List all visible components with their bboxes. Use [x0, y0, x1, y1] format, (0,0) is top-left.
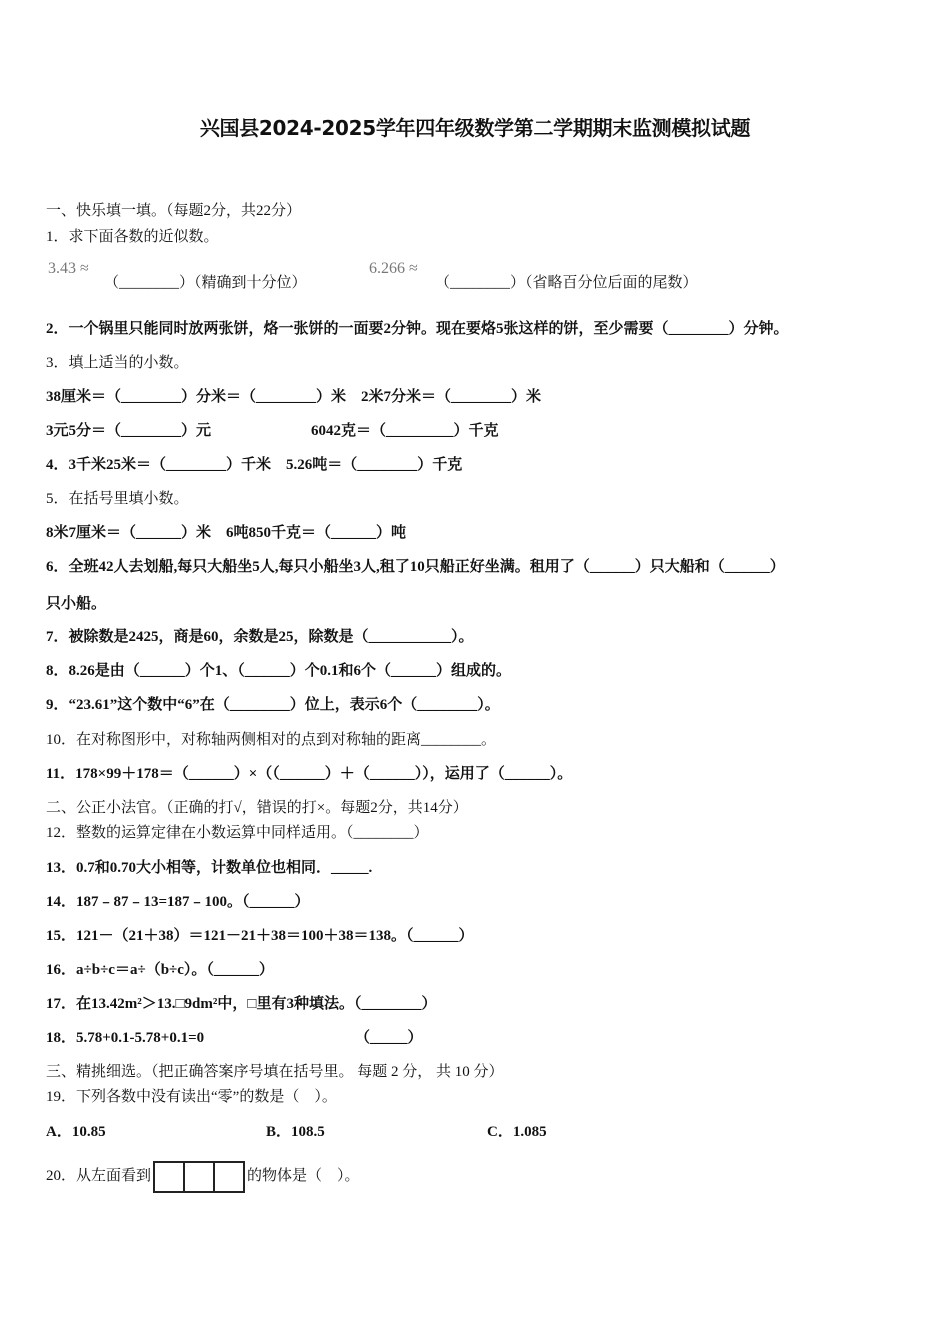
question-16: 16．a÷b÷c＝a÷（b÷c）。（______） [46, 962, 274, 978]
question-2: 2．一个锅里只能同时放两张饼，烙一张饼的一面要2分钟。现在要烙5张这样的饼，至少需要（________）分钟。 [46, 321, 789, 337]
question-5: 5．在括号里填小数。 [46, 491, 189, 507]
question-17: 17．在13.42m²＞13.□9dm²中，□里有3种填法。（________） [46, 996, 437, 1012]
question-4: 4．3千米25米＝（________）千米 5.26吨＝（________）千克 [46, 457, 463, 473]
question-1: 1．求下面各数的近似数。 [46, 229, 219, 245]
left-view-figure [153, 1160, 245, 1194]
question-8: 8．8.26是由（______）个1、（______）个0.1和6个（______）组成的。 [46, 663, 512, 679]
section-3-heading: 三、精挑细选。（把正确答案序号填在括号里。 每题 2 分， 共 10 分） [46, 1064, 504, 1080]
question-13: 13．0.7和0.70大小相等，计数单位也相同．_____. [46, 860, 373, 876]
question-19-option-c: C．1.085 [487, 1124, 547, 1140]
question-1a-number: 3.43 ≈ [48, 260, 89, 277]
question-14: 14．187﹣87﹣13=187﹣100。（______） [46, 894, 310, 910]
question-3b-part1: 3元5分＝（________）元 [46, 423, 212, 439]
question-3: 3．填上适当的小数。 [46, 355, 189, 371]
figure-square [183, 1161, 215, 1193]
figure-square [213, 1161, 245, 1193]
question-1b-number: 6.266 ≈ [369, 260, 418, 277]
page-title: 兴国县2024-2025学年四年级数学第二学期期末监测模拟试题 [199, 116, 751, 140]
question-18-statement: 18．5.78+0.1-5.78+0.1=0 [46, 1030, 205, 1046]
question-19-option-a: A．10.85 [46, 1124, 106, 1140]
question-19-option-b: B．108.5 [266, 1124, 325, 1140]
question-20-prefix: 20．从左面看到 [46, 1168, 152, 1184]
figure-square [153, 1161, 185, 1193]
question-20 [46, 1159, 360, 1194]
question-3a: 38厘米＝（________）分米＝（________）米 2米7分米＝（________）米 [46, 389, 542, 405]
question-6-line2: 只小船。 [46, 596, 107, 612]
question-7: 7．被除数是2425，商是60，余数是25，除数是（___________）。 [46, 629, 474, 645]
question-3b-part2: 6042克＝（_________）千克 [311, 423, 499, 439]
question-5a: 8米7厘米＝（______）米 6吨850千克＝（______）吨 [46, 525, 407, 541]
question-6-line1: 6．全班42人去划船,每只大船坐5人,每只小船坐3人,租了10只船正好坐满。租用了（______）只大船和（______） [46, 559, 785, 575]
question-18-blank: （_____） [355, 1030, 423, 1046]
question-12: 12．整数的运算定律在小数运算中同样适用。（________） [46, 825, 429, 841]
question-9: 9．“23.61”这个数中“6”在（________）位上，表示6个（________）。 [46, 697, 500, 713]
question-11: 11．178×99＋178＝（______）×（（______）＋（______）），运用了（______）。 [46, 766, 573, 782]
question-1b-blank: （________）（省略百分位后面的尾数） [435, 275, 698, 291]
question-15: 15．121－（21＋38）＝121－21＋38＝100＋38＝138。（______） [46, 928, 474, 944]
question-1a-blank: （________）（精确到十分位） [104, 275, 307, 291]
question-19: 19．下列各数中没有读出“零”的数是（ ）。 [46, 1089, 337, 1105]
question-10: 10．在对称图形中，对称轴两侧相对的点到对称轴的距离________。 [46, 732, 497, 748]
question-20-suffix: 的物体是（ ）。 [247, 1168, 360, 1184]
section-2-heading: 二、公正小法官。（正确的打√，错误的打×。每题2分，共14分） [46, 800, 468, 816]
section-1-heading: 一、快乐填一填。（每题2分，共22分） [46, 203, 302, 219]
